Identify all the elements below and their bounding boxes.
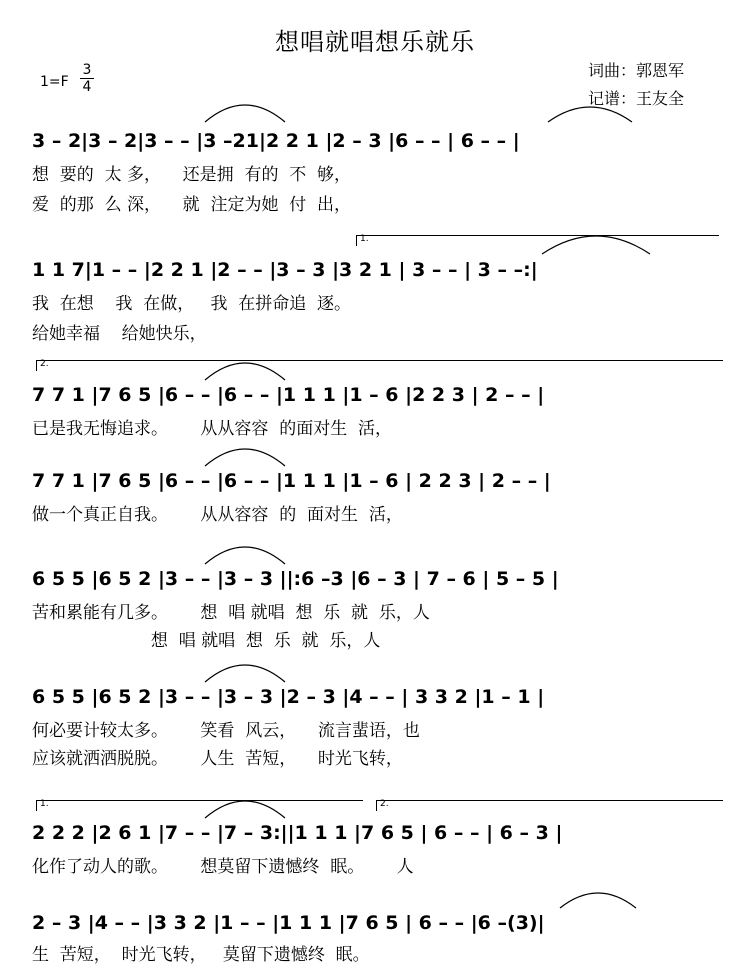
tie-arc (548, 107, 632, 122)
notes-line: 2 2 2 |2 6 1 |7 – – |7 – 3:||1 1 1 |7 6 5 | 6 – – | 6 – 3 | (32, 822, 563, 844)
notes-line: 7 7 1 |7 6 5 |6 – – |6 – – |1 1 1 |1 – 6 | 2 2 3 | 2 – – | (32, 470, 551, 492)
volta-label: 2. (380, 799, 389, 809)
time-signature-bottom: 4 (82, 79, 92, 95)
lyric-line-2: 应该就洒洒脱脱。 人生 苦短， 时光飞转， (32, 749, 403, 769)
lyric-line-1: 生 苦短， 时光飞转， 莫留下遗憾终 眠。 (32, 945, 370, 965)
lyric-line-2: 给她幸福 给她快乐， (32, 324, 207, 344)
volta-label: 1. (360, 234, 369, 244)
lyric-line-1: 何必要计较太多。 笑看 风云， 流言蜚语，也 (32, 721, 420, 741)
tie-arc (205, 665, 285, 682)
notes-line: 6 5 5 |6 5 2 |3 – – |3 – 3 |2 – 3 |4 – – | 3 3 2 |1 – 1 | (32, 686, 545, 708)
lyric-line-1: 我 在想 我 在做， 我 在拼命追 逐。 (32, 294, 352, 314)
volta-label: 1. (40, 799, 49, 809)
credit-lyrics-music: 词曲：郭恩军 (588, 61, 685, 80)
lyric-line-1: 做一个真正自我。 从从容容 的 面对生 活， (32, 505, 403, 525)
lyric-line-1: 苦和累能有几多。 想 唱 就唱 想 乐 就 乐，人 (32, 603, 430, 623)
tie-arc (205, 363, 285, 380)
lyric-line-1: 化作了动人的歌。 想莫留下遗憾终 眠。 人 (32, 857, 414, 877)
notes-line: 6 5 5 |6 5 2 |3 – – |3 – 3 ||:6 –3 |6 – 3 | 7 – 6 | 5 – 5 | (32, 568, 559, 590)
tie-arc (542, 236, 650, 254)
song-title: 想唱就唱想乐就乐 (275, 28, 475, 56)
lyric-line-2: 想 唱 就唱 想 乐 就 乐，人 (32, 631, 381, 651)
tie-arc (205, 801, 285, 818)
tie-arc (205, 449, 285, 466)
lyric-line-2: 爱 的那 么 深， 就 注定为她 付 出， (32, 195, 352, 215)
tie-arc (560, 893, 636, 908)
lyric-line-1: 已是我无悔追求。 从从容容 的面对生 活， (32, 419, 393, 439)
tie-arc (205, 105, 285, 122)
notes-line: 3 – 2|3 – 2|3 – – |3 –21|2 2 1 |2 – 3 |6 – – | 6 – – | (32, 130, 520, 152)
lyric-line-1: 想 要的 太 多， 还是拥 有的 不 够， (32, 165, 352, 185)
notes-line: 7 7 1 |7 6 5 |6 – – |6 – – |1 1 1 |1 – 6 |2 2 3 | 2 – – | (32, 384, 545, 406)
volta-label: 2. (40, 359, 49, 369)
credit-notation: 记谱：王友全 (588, 89, 685, 108)
key-signature: 1=F (40, 74, 69, 90)
time-signature-top: 3 (80, 62, 94, 79)
notes-line: 1 1 7|1 – – |2 2 1 |2 – – |3 – 3 |3 2 1 | 3 – – | 3 – –:| (32, 259, 538, 281)
notes-line: 2 – 3 |4 – – |3 3 2 |1 – – |1 1 1 |7 6 5 | 6 – – |6 –(3)| (32, 912, 545, 934)
tie-arc (205, 547, 285, 564)
